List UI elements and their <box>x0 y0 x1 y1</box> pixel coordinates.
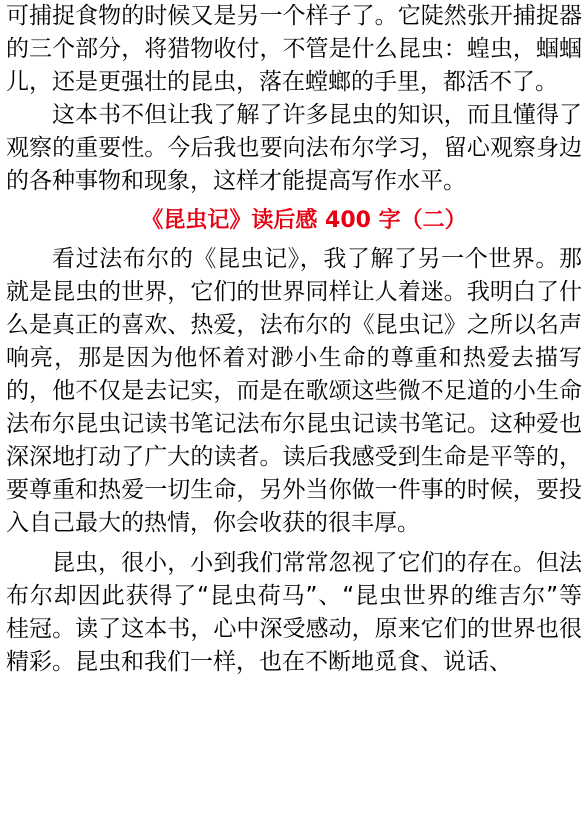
paragraph-1: 可捕捉食物的时候又是另一个样子了。它陡然张开捕捉器的三个部分，将猎物收付，不管是什么昆虫：蝗虫，蝈蝈儿，还是更强壮的昆虫，落在螳螂的手里，都活不了。 <box>6 3 582 95</box>
paragraph-3: 看过法布尔的《昆虫记》，我了解了另一个世界。那就是昆虫的世界，它们的世界同样让人着迷。我明白了什么是真正的喜欢、热爱，法布尔的《昆虫记》之所以名声响亮，那是因为他怀着对渺小生命的尊重和热爱去描写的，他不仅是去记实，而是在歌颂这些微不足道的小生命法布尔昆虫记读书笔记法布尔昆虫记读书笔记。这种爱也深深地打动了广大的读者。读后我感受到生命是平等的，要尊重和热爱一切生命，另外当你做一件事的时候，要投入自己最大的热情，你会收获的很丰厚。 <box>6 246 582 536</box>
article-body <box>6 0 582 679</box>
paragraph-4: 昆虫，很小，小到我们常常忽视了它们的存在。但法布尔却因此获得了“昆虫荷马”、“昆虫世界的维吉尔”等桂冠。读了这本书，心中深受感动，原来它们的世界也很精彩。昆虫和我们一样，也在不断地觅食、说话、 <box>6 550 582 675</box>
paragraph-spacer <box>6 540 582 547</box>
paragraph-2: 这本书不但让我了解了许多昆虫的知识，而且懂得了观察的重要性。今后我也要向法布尔学习，留心观察身边的各种事物和现象，这样才能提高写作水平。 <box>6 102 582 194</box>
section-heading: 《昆虫记》读后感 400 字（二） <box>141 208 467 233</box>
